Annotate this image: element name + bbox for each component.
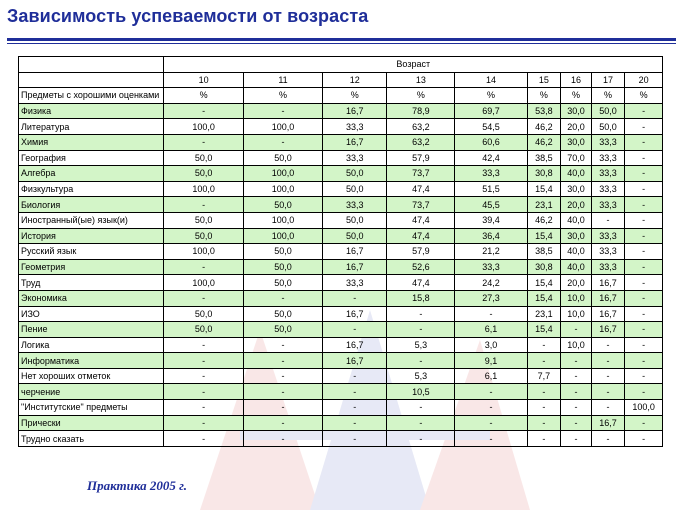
value-cell: 20,0 [561, 119, 592, 135]
value-cell: - [591, 431, 625, 447]
value-cell: 30,0 [561, 181, 592, 197]
value-cell: 16,7 [591, 306, 625, 322]
value-cell: 24,2 [455, 275, 527, 291]
value-cell: 3,0 [455, 337, 527, 353]
value-cell: 57,9 [387, 244, 455, 260]
value-cell: - [455, 384, 527, 400]
subjects-column-header: Предметы с хорошими оценками [19, 88, 164, 104]
value-cell: - [164, 384, 243, 400]
value-cell: 15,4 [527, 181, 561, 197]
value-cell: 33,3 [455, 259, 527, 275]
value-cell: - [625, 337, 663, 353]
value-cell: 78,9 [387, 103, 455, 119]
value-cell: 33,3 [591, 181, 625, 197]
value-cell: 20,0 [561, 197, 592, 213]
value-cell: 63,2 [387, 134, 455, 150]
age-header-cell: 20 [625, 72, 663, 88]
value-cell: - [561, 353, 592, 369]
value-cell: 50,0 [164, 150, 243, 166]
value-cell: 30,0 [561, 103, 592, 119]
table-row [19, 353, 663, 369]
value-cell: 33,3 [323, 275, 387, 291]
value-cell: 54,5 [455, 119, 527, 135]
subject-cell: Физика [19, 103, 164, 119]
value-cell: 6,1 [455, 368, 527, 384]
unit-header-cell: % [625, 88, 663, 104]
value-cell: 33,3 [323, 197, 387, 213]
unit-header-cell: % [243, 88, 322, 104]
value-cell: - [323, 290, 387, 306]
value-cell: 16,7 [323, 353, 387, 369]
value-cell: 5,3 [387, 337, 455, 353]
header-corner [19, 57, 164, 73]
value-cell: - [164, 290, 243, 306]
value-cell: - [625, 275, 663, 291]
value-cell: 20,0 [561, 275, 592, 291]
value-cell: 33,3 [591, 134, 625, 150]
table-row [19, 181, 663, 197]
value-cell: - [455, 431, 527, 447]
value-cell: - [561, 431, 592, 447]
value-cell: - [243, 431, 322, 447]
table-row [19, 337, 663, 353]
value-cell: 50,0 [243, 244, 322, 260]
value-cell: - [625, 103, 663, 119]
value-cell: 47,4 [387, 181, 455, 197]
value-cell: 23,1 [527, 306, 561, 322]
table-row [19, 431, 663, 447]
value-cell: 16,7 [323, 337, 387, 353]
value-cell: 16,7 [323, 259, 387, 275]
table-row [19, 368, 663, 384]
value-cell: 30,8 [527, 166, 561, 182]
value-cell: 100,0 [625, 400, 663, 416]
value-cell: 10,0 [561, 290, 592, 306]
age-header-cell: 13 [387, 72, 455, 88]
value-cell: 46,2 [527, 212, 561, 228]
subject-cell: Иностранный(ые) язык(и) [19, 212, 164, 228]
value-cell: - [323, 384, 387, 400]
value-cell: - [527, 415, 561, 431]
value-cell: 50,0 [243, 197, 322, 213]
value-cell: 16,7 [323, 134, 387, 150]
subject-cell: Русский язык [19, 244, 164, 260]
value-cell: 10,0 [561, 306, 592, 322]
value-cell: 33,3 [455, 166, 527, 182]
value-cell: 47,4 [387, 275, 455, 291]
value-cell: 50,0 [323, 228, 387, 244]
value-cell: - [323, 368, 387, 384]
age-header-cell: 11 [243, 72, 322, 88]
table-row [19, 228, 663, 244]
value-cell: - [527, 353, 561, 369]
value-cell: 100,0 [164, 244, 243, 260]
value-cell: - [323, 322, 387, 338]
value-cell: 16,7 [591, 322, 625, 338]
value-cell: - [625, 290, 663, 306]
value-cell: 50,0 [164, 306, 243, 322]
unit-header-cell: % [164, 88, 243, 104]
value-cell: 100,0 [243, 212, 322, 228]
value-cell: 15,4 [527, 275, 561, 291]
value-cell: - [625, 197, 663, 213]
value-cell: 15,4 [527, 322, 561, 338]
value-cell: - [455, 400, 527, 416]
value-cell: - [625, 353, 663, 369]
value-cell: - [591, 337, 625, 353]
table-row [19, 384, 663, 400]
unit-header-cell: % [323, 88, 387, 104]
table-row [19, 306, 663, 322]
subject-cell: География [19, 150, 164, 166]
table-row [19, 166, 663, 182]
value-cell: 33,3 [591, 197, 625, 213]
value-cell: - [243, 337, 322, 353]
unit-header-cell: % [561, 88, 592, 104]
value-cell: 23,1 [527, 197, 561, 213]
value-cell: - [243, 353, 322, 369]
value-cell: 33,3 [591, 259, 625, 275]
value-cell: - [625, 244, 663, 260]
subject-cell: Биология [19, 197, 164, 213]
value-cell: - [625, 181, 663, 197]
value-cell: 50,0 [164, 166, 243, 182]
value-cell: - [243, 103, 322, 119]
subject-cell: Нет хороших отметок [19, 368, 164, 384]
value-cell: - [591, 368, 625, 384]
value-cell: - [164, 431, 243, 447]
table-row [19, 275, 663, 291]
value-cell: - [387, 322, 455, 338]
header-row-units [19, 88, 663, 104]
value-cell: 50,0 [323, 181, 387, 197]
value-cell: 100,0 [243, 119, 322, 135]
unit-header-cell: % [591, 88, 625, 104]
value-cell: - [625, 259, 663, 275]
value-cell: 50,0 [164, 212, 243, 228]
age-header-cell: 17 [591, 72, 625, 88]
value-cell: 15,4 [527, 290, 561, 306]
value-cell: 100,0 [243, 181, 322, 197]
value-cell: 6,1 [455, 322, 527, 338]
value-cell: - [527, 337, 561, 353]
value-cell: 100,0 [164, 181, 243, 197]
value-cell: 30,0 [561, 134, 592, 150]
value-cell: 73,7 [387, 197, 455, 213]
value-cell: - [625, 368, 663, 384]
unit-header-cell: % [387, 88, 455, 104]
value-cell: 51,5 [455, 181, 527, 197]
value-cell: 69,7 [455, 103, 527, 119]
value-cell: 16,7 [591, 290, 625, 306]
value-cell: - [625, 212, 663, 228]
value-cell: 50,0 [591, 119, 625, 135]
value-cell: 57,9 [387, 150, 455, 166]
title-rule-thin [7, 43, 676, 44]
subject-cell: Алгебра [19, 166, 164, 182]
value-cell: 10,5 [387, 384, 455, 400]
value-cell: 30,8 [527, 259, 561, 275]
value-cell: - [625, 119, 663, 135]
value-cell: - [591, 384, 625, 400]
value-cell: 36,4 [455, 228, 527, 244]
value-cell: 63,2 [387, 119, 455, 135]
value-cell: 33,3 [591, 244, 625, 260]
footer-caption: Практика 2005 г. [87, 478, 188, 493]
value-cell: - [164, 400, 243, 416]
value-cell: 33,3 [591, 228, 625, 244]
value-cell: 5,3 [387, 368, 455, 384]
table-row [19, 134, 663, 150]
value-cell: - [243, 384, 322, 400]
value-cell: 7,7 [527, 368, 561, 384]
value-cell: - [243, 134, 322, 150]
value-cell: - [561, 415, 592, 431]
value-cell: 100,0 [243, 228, 322, 244]
value-cell: 42,4 [455, 150, 527, 166]
value-cell: - [164, 197, 243, 213]
value-cell: - [591, 400, 625, 416]
value-cell: - [527, 400, 561, 416]
value-cell: - [625, 134, 663, 150]
value-cell: - [164, 259, 243, 275]
value-cell: - [561, 400, 592, 416]
value-cell: - [387, 400, 455, 416]
subject-cell: Логика [19, 337, 164, 353]
value-cell: 33,3 [591, 150, 625, 166]
value-cell: - [625, 431, 663, 447]
subject-cell: Химия [19, 134, 164, 150]
value-cell: 50,0 [323, 166, 387, 182]
subject-cell: Литература [19, 119, 164, 135]
table-row [19, 415, 663, 431]
value-cell: - [387, 431, 455, 447]
value-cell: 16,7 [591, 275, 625, 291]
value-cell: 16,7 [323, 306, 387, 322]
value-cell: 100,0 [164, 275, 243, 291]
table-row [19, 197, 663, 213]
value-cell: 30,0 [561, 228, 592, 244]
subject-cell: Экономика [19, 290, 164, 306]
value-cell: 9,1 [455, 353, 527, 369]
value-cell: 46,2 [527, 134, 561, 150]
value-cell: - [164, 353, 243, 369]
value-cell: - [387, 353, 455, 369]
value-cell: 50,0 [164, 322, 243, 338]
value-cell: 50,0 [323, 212, 387, 228]
table-row [19, 322, 663, 338]
title-rule-thick [7, 38, 676, 41]
value-cell: 40,0 [561, 166, 592, 182]
value-cell: - [591, 353, 625, 369]
value-cell: - [243, 368, 322, 384]
subject-cell: Информатика [19, 353, 164, 369]
table-body [19, 103, 663, 446]
age-header-cell: 12 [323, 72, 387, 88]
value-cell: - [625, 415, 663, 431]
value-cell: - [625, 228, 663, 244]
value-cell: 70,0 [561, 150, 592, 166]
subject-cell: Прически [19, 415, 164, 431]
value-cell: 50,0 [243, 150, 322, 166]
table-row [19, 119, 663, 135]
value-cell: - [323, 431, 387, 447]
value-cell: 50,0 [243, 322, 322, 338]
subject-cell: черчение [19, 384, 164, 400]
subject-cell: ИЗО [19, 306, 164, 322]
value-cell: 40,0 [561, 244, 592, 260]
value-cell: - [625, 166, 663, 182]
table-row [19, 259, 663, 275]
value-cell: 73,7 [387, 166, 455, 182]
value-cell: 50,0 [243, 306, 322, 322]
value-cell: 16,7 [323, 103, 387, 119]
value-cell: 33,3 [591, 166, 625, 182]
value-cell: 100,0 [243, 166, 322, 182]
table-row [19, 150, 663, 166]
subject-cell: Физкультура [19, 181, 164, 197]
value-cell: - [164, 415, 243, 431]
table-row [19, 103, 663, 119]
header-blank [19, 72, 164, 88]
age-group-header: Возраст [164, 57, 663, 73]
value-cell: - [164, 103, 243, 119]
value-cell: 46,2 [527, 119, 561, 135]
value-cell: - [164, 337, 243, 353]
age-header-cell: 14 [455, 72, 527, 88]
value-cell: 47,4 [387, 212, 455, 228]
value-cell: 27,3 [455, 290, 527, 306]
value-cell: 21,2 [455, 244, 527, 260]
value-cell: - [323, 400, 387, 416]
unit-header-cell: % [527, 88, 561, 104]
subject-cell: Трудно сказать [19, 431, 164, 447]
value-cell: 16,7 [323, 244, 387, 260]
value-cell: - [625, 384, 663, 400]
value-cell: - [455, 306, 527, 322]
header-row-ages [19, 72, 663, 88]
value-cell: - [625, 306, 663, 322]
value-cell: - [625, 150, 663, 166]
age-header-cell: 10 [164, 72, 243, 88]
value-cell: 53,8 [527, 103, 561, 119]
value-cell: - [164, 368, 243, 384]
value-cell: 60,6 [455, 134, 527, 150]
value-cell: 52,6 [387, 259, 455, 275]
value-cell: 15,8 [387, 290, 455, 306]
value-cell: - [527, 384, 561, 400]
value-cell: - [527, 431, 561, 447]
table-row [19, 290, 663, 306]
page-title: Зависимость успеваемости от возраста [7, 6, 369, 26]
subject-cell: Пение [19, 322, 164, 338]
value-cell: - [243, 400, 322, 416]
value-cell: - [323, 415, 387, 431]
value-cell: - [625, 322, 663, 338]
value-cell: 33,3 [323, 119, 387, 135]
value-cell: 16,7 [591, 415, 625, 431]
value-cell: 50,0 [243, 259, 322, 275]
value-cell: 38,5 [527, 244, 561, 260]
value-cell: 33,3 [323, 150, 387, 166]
subject-cell: Геометрия [19, 259, 164, 275]
age-header-cell: 16 [561, 72, 592, 88]
value-cell: 100,0 [164, 119, 243, 135]
subject-cell: Труд [19, 275, 164, 291]
unit-header-cell: % [455, 88, 527, 104]
value-cell: - [561, 384, 592, 400]
header-row-group [19, 57, 663, 73]
value-cell: 39,4 [455, 212, 527, 228]
value-cell: - [387, 415, 455, 431]
table-row [19, 212, 663, 228]
value-cell: - [455, 415, 527, 431]
value-cell: - [164, 134, 243, 150]
value-cell: 15,4 [527, 228, 561, 244]
value-cell: 50,0 [243, 275, 322, 291]
value-cell: - [243, 290, 322, 306]
age-header-cell: 15 [527, 72, 561, 88]
subject-cell: История [19, 228, 164, 244]
value-cell: 47,4 [387, 228, 455, 244]
value-cell: - [561, 322, 592, 338]
value-cell: 40,0 [561, 212, 592, 228]
value-cell: - [561, 368, 592, 384]
value-cell: 38,5 [527, 150, 561, 166]
value-cell: - [591, 212, 625, 228]
value-cell: 50,0 [591, 103, 625, 119]
value-cell: 10,0 [561, 337, 592, 353]
value-cell: 50,0 [164, 228, 243, 244]
age-performance-table [18, 56, 663, 447]
value-cell: - [387, 306, 455, 322]
subject-cell: "Институтские" предметы [19, 400, 164, 416]
value-cell: 45,5 [455, 197, 527, 213]
table-row [19, 244, 663, 260]
value-cell: 40,0 [561, 259, 592, 275]
table-row [19, 400, 663, 416]
value-cell: - [243, 415, 322, 431]
